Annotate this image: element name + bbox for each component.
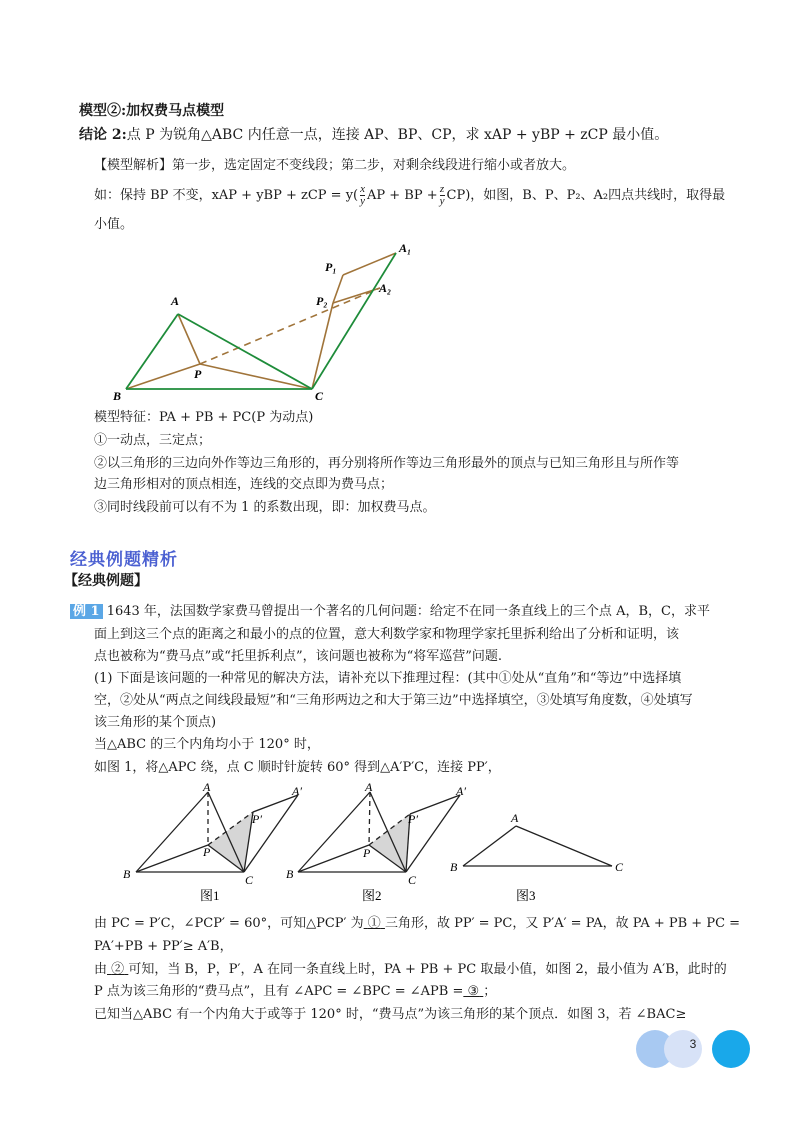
example-figures: [115, 775, 635, 905]
fig1-label-C: C: [245, 873, 254, 887]
label-P1: P₁: [325, 260, 337, 274]
fraction-x-over-y: [360, 184, 365, 207]
label-A2: A₂: [379, 281, 392, 295]
segment-P2-P1: [333, 275, 343, 303]
segment-P1-A1: [343, 253, 396, 275]
fig2-label-A-prime: A′: [456, 784, 466, 798]
feature-line-4: ③同时线段前可以有不为 1 的系数出现，即：加权费马点。: [94, 500, 436, 515]
fig3-label-B: B: [450, 860, 458, 874]
section-title: 经典例题精析: [70, 550, 178, 570]
page-circle-right: [712, 1030, 750, 1068]
blank-3[interactable]: [463, 984, 483, 999]
conclusion-text: 点 P 为锐角△ABC 内任意一点，连接 AP、BP、CP，求 xAP + yBP + zCP 最小值。: [126, 127, 669, 143]
fig3-label-C: C: [615, 860, 624, 874]
solution-line-4: 已知当△ABC 有一个内角大于或等于 120° 时，“费马点”为该三角形的某个顶点．如图 3，若 ∠BAC≥: [94, 1007, 687, 1022]
figure-3: [450, 811, 624, 874]
problem-line-0: [70, 601, 710, 623]
solution-text-2a: 由: [94, 962, 108, 977]
label-B: B: [113, 389, 122, 403]
fig1-label-A-prime: A′: [292, 784, 302, 798]
solution-line-2: [94, 959, 727, 981]
frac1-num: x: [360, 183, 365, 195]
label-C: C: [315, 389, 324, 403]
feature-line-3: 边三角形相对的顶点相连，连线的交点即为费马点；: [94, 477, 394, 492]
label-A1: A₁: [399, 241, 412, 255]
weighted-fermat-figure: [105, 235, 435, 405]
problem-line-7: 如图 1，将△APC 绕，点 C 顺时针旋转 60° 得到△A′P′C，连接 PP′，: [94, 760, 501, 775]
blank-2-text: ②: [111, 962, 125, 977]
problem-line-5: 该三角形的某个顶点): [94, 715, 217, 730]
problem-line-4: 空，②处从“两点之间线段最短”和“三角形两边之和大于第三边”中选择填空，③处填写角度数，④处填写: [94, 693, 693, 708]
example-part-c: CP)，如图，B、P、P₂、A₂四点共线时，取得最: [446, 188, 726, 203]
segment-P-A2-dashed: [200, 288, 380, 364]
fig3-label-A: A: [511, 811, 519, 825]
feature-line-0: 模型特征：PA + PB + PC(P 为动点): [94, 410, 314, 425]
edge-AB: [126, 314, 178, 389]
conclusion: [79, 124, 668, 146]
fig2-label-P-prime: P′: [408, 812, 418, 826]
example-part-a: 如：保持 BP 不变，xAP + yBP + zCP = y(: [94, 188, 359, 203]
fig1-label-B: B: [123, 867, 131, 881]
subsection-title: 【经典例题】: [64, 573, 148, 589]
solution-text-3b: ；: [483, 984, 497, 999]
page-number-badge: [636, 1030, 756, 1066]
example-part-b: AP + BP +: [367, 188, 438, 203]
problem-line-1: 面上到这三个点的距离之和最小的点的位置，意大利数学家和物理学家托里拆利给出了分析和证明，该: [94, 627, 680, 642]
caption-fig3: 图3: [516, 888, 536, 903]
example-tag: 例 1: [70, 604, 103, 619]
solution-text-0a: 由 PC = P′C，∠PCP′ = 60°，可知△PCP′ 为: [94, 916, 364, 931]
solution-line-3: [94, 981, 496, 1003]
problem-line-2: 点也被称为“费马点”或“托里拆利点”，该问题也被称为“将军巡营”问题.: [94, 649, 503, 664]
example-line: [94, 184, 725, 207]
fig2-shaded-triangle: [369, 814, 410, 872]
solution-line-1: PA′+PB + PP′≥ A′B，: [94, 939, 233, 954]
blank-3-text: ③: [467, 984, 480, 999]
solution-text-0b: 三角形，故 PP′ = PC，又 P′A′ = PA，故 PA + PB + PC =: [384, 916, 741, 931]
page-number: 3: [689, 1037, 697, 1051]
example-line-end: 小值。: [94, 217, 134, 232]
solution-line-0: [94, 913, 740, 935]
segment-AP: [178, 314, 200, 364]
segment-PC: [200, 364, 312, 389]
fig2-label-B: B: [286, 867, 294, 881]
segment-BP: [126, 364, 200, 389]
label-A: A: [171, 294, 180, 308]
conclusion-label: 结论 2:: [79, 127, 127, 143]
fig1-label-A: A: [203, 780, 211, 794]
figure-1: [123, 780, 302, 887]
solution-text-2b: 可知，当 B，P，P′，A 在同一条直线上时，PA + PB + PC 取最小值，如图 2，最小值为 A′B，此时的: [128, 962, 727, 977]
fraction-z-over-y: [440, 184, 445, 207]
figure-2: [286, 780, 466, 887]
feature-line-1: ①一动点，三定点；: [94, 433, 212, 448]
fig1-label-P: P: [203, 845, 211, 859]
feature-line-2: ②以三角形的三边向外作等边三角形的，再分别将所作等边三角形最外的顶点与已知三角形且与所作等: [94, 456, 680, 471]
fig1-label-P-prime: P′: [252, 812, 262, 826]
fig2-label-P: P: [363, 846, 371, 860]
blank-1-text: ①: [367, 916, 381, 931]
problem-line-6: 当△ABC 的三个内角均小于 120° 时，: [94, 737, 320, 752]
caption-fig1: 图1: [200, 888, 220, 903]
fig2-label-A: A: [365, 780, 373, 794]
solution-text-3a: P 点为该三角形的“费马点”，且有 ∠APC = ∠BPC = ∠APB =: [94, 984, 464, 999]
frac2-num: z: [439, 183, 445, 195]
problem-line-3: (1) 下面是该问题的一种常见的解决方法，请补充以下推理过程：(其中①处从“直角”和“等边”中选择填: [94, 671, 682, 686]
fig2-label-C: C: [408, 873, 417, 887]
frac2-den: y: [439, 195, 445, 207]
problem-text-0: 1643 年，法国数学家费马曾提出一个著名的几何问题：给定不在同一条直线上的三个点 A，B，C，求平: [106, 604, 710, 619]
label-P2: P₂: [316, 294, 328, 308]
model-title: 模型②:加权费马点模型: [79, 103, 225, 119]
blank-2[interactable]: [107, 962, 128, 977]
analysis-text: 【模型解析】第一步，选定固定不变线段；第二步，对剩余线段进行缩小或者放大。: [94, 158, 576, 173]
caption-fig2: 图2: [362, 888, 382, 903]
label-P: P: [194, 367, 202, 381]
blank-1[interactable]: [364, 916, 385, 931]
frac1-den: y: [360, 195, 365, 207]
